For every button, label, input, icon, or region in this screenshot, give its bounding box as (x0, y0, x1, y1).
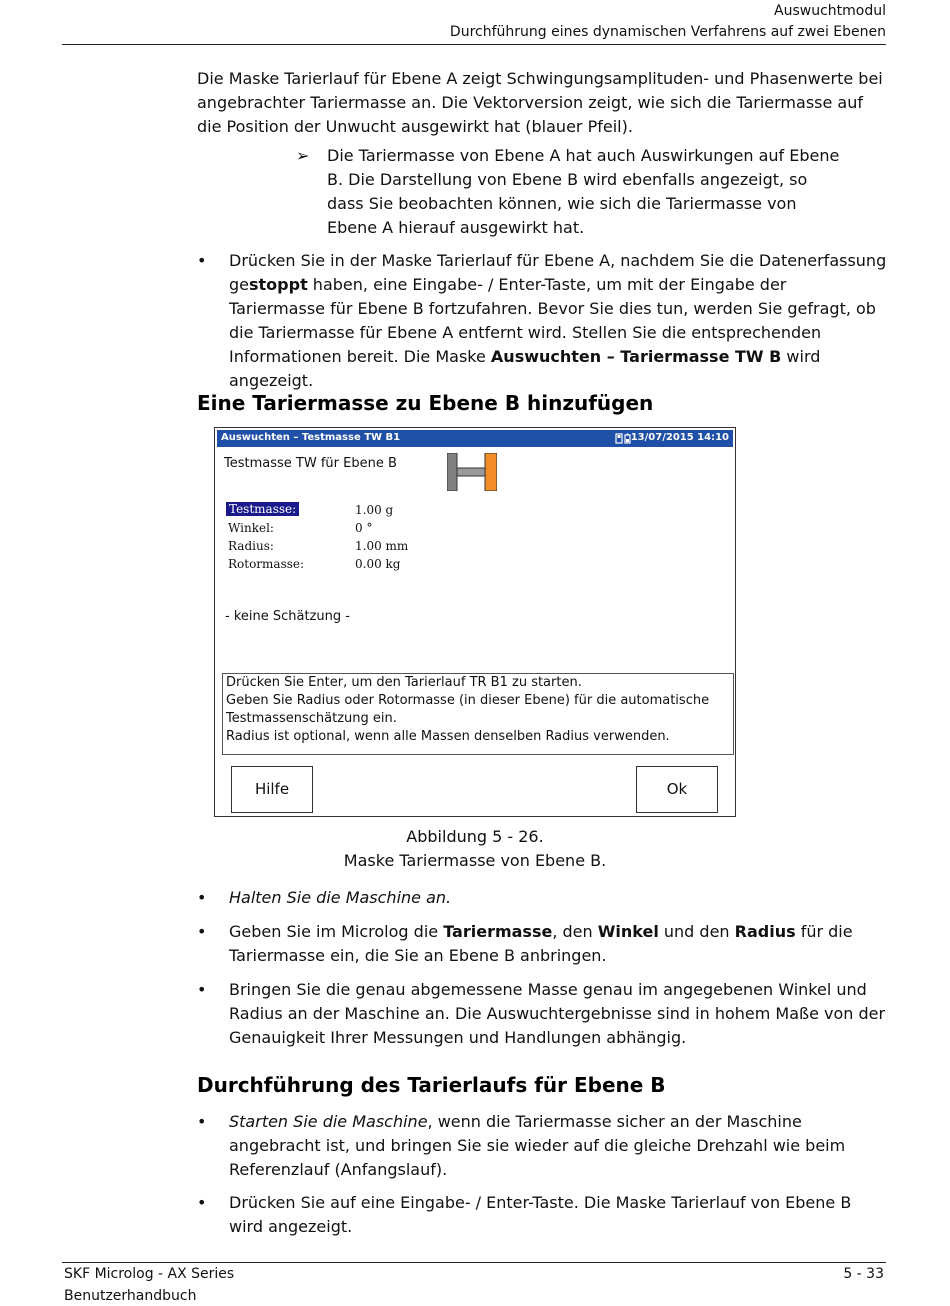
text-run: , den (552, 922, 598, 941)
arrow-bullet-icon: ➢ (296, 146, 310, 165)
bullet-icon: • (197, 1193, 207, 1212)
header-section-title: Durchführung eines dynamischen Verfahrens auf zwei Ebenen (449, 24, 886, 40)
field-label-winkel: Winkel: (228, 521, 274, 535)
device-screen-figure (214, 427, 736, 817)
screen-title: Auswuchten – Testmasse TW B1 (221, 432, 401, 443)
italic-run: Starten Sie die Maschine (229, 1112, 428, 1131)
message-line: Drücken Sie Enter, um den Tarierlauf TR B1 zu starten. (226, 675, 582, 690)
footer-product: SKF Microlog - AX Series (64, 1266, 235, 1282)
field-label-radius: Radius: (228, 539, 274, 553)
field-value-testmasse[interactable]: 1.00 g (355, 503, 394, 517)
list-item-text (229, 920, 887, 968)
list-item-text (229, 1110, 887, 1182)
section-heading: Durchführung des Tarierlaufs für Ebene B (197, 1073, 666, 1097)
arrow-note-text: Die Tariermasse von Ebene A hat auch Auswirkungen auf Ebene B. Die Darstellung von Ebene B wird ebenfalls angezeigt, so dass Sie beobachten können, wie sich die Tariermasse von Ebene A hierauf ausgewirkt hat. (327, 146, 840, 237)
help-button[interactable]: Hilfe (231, 766, 313, 813)
footer-rule (62, 1262, 886, 1263)
bold-run: Auswuchten – Tariermasse TW B (490, 347, 782, 366)
field-label-testmasse[interactable] (226, 502, 299, 516)
screen-titlebar (217, 430, 733, 447)
ok-button[interactable]: Ok (636, 766, 718, 813)
header-module-title: Auswuchtmodul (774, 3, 886, 19)
figure-caption-number: Abbildung 5 - 26. (406, 827, 544, 846)
instruction-message-box (222, 673, 734, 755)
list-item-text (229, 249, 887, 393)
page-number: 5 - 33 (843, 1266, 884, 1282)
header-rule (62, 44, 886, 45)
text-run: , wenn die Tariermasse sicher an der Maschine angebracht ist, und bringen Sie sie wieder auf die gleiche Drehzahl wie beim Referenzlauf (Anfangslauf). (229, 1112, 846, 1179)
message-line: Geben Sie Radius oder Rotormasse (in dieser Ebene) für die automatische (226, 693, 710, 708)
text-run: wird angezeigt. (229, 347, 821, 390)
list-item-text (229, 886, 887, 910)
list-item-text: Bringen Sie die genau abgemessene Masse genau im angegebenen Winkel und Radius an der Maschine an. Die Auswuchtergebnisse sind in hohem Maße von der Genauigkeit Ihrer Messungen und Handlungen abhängig. (229, 980, 886, 1047)
text-run: Drücken Sie in der Maske Tarierlauf für Ebene A, nachdem Sie die Datenerfassung ge (229, 251, 887, 294)
section-heading: Eine Tariermasse zu Ebene B hinzufügen (197, 391, 654, 415)
intro-paragraph: Die Maske Tarierlauf für Ebene A zeigt Schwingungsamplituden- und Phasenwerte bei angebrachter Tariermasse an. Die Vektorversion zeigt, wie sich die Tariermasse auf die Position der Unwucht ausgewirkt hat (blauer Pfeil). (197, 69, 883, 136)
field-value-winkel[interactable]: 0 ° (355, 521, 373, 535)
field-label-rotormasse: Rotormasse: (228, 557, 305, 571)
bold-run: Winkel (597, 922, 659, 941)
footer-manual: Benutzerhandbuch (64, 1288, 197, 1304)
text-run: und den (658, 922, 735, 941)
bold-run: Tariermasse (443, 922, 553, 941)
bullet-icon: • (197, 980, 207, 999)
text-run: haben, eine Eingabe- / Enter-Taste, um mit der Eingabe der Tariermasse für Ebene B fortzufahren. Bevor Sie dies tun, werden Sie gefragt, ob die Tariermasse für Ebene A entfernt wird. Stellen Sie die entsprechenden Informationen bereit. Die Maske (229, 275, 876, 366)
screen-heading: Testmasse TW für Ebene B (224, 456, 397, 471)
figure-caption-title: Maske Tariermasse von Ebene B. (343, 851, 607, 870)
text-run: Geben Sie im Microlog die (229, 922, 444, 941)
selected-field-label: Testmasse: (226, 502, 299, 516)
bullet-icon: • (197, 251, 207, 270)
field-value-radius[interactable]: 1.00 mm (355, 539, 409, 553)
bold-run: Radius (734, 922, 796, 941)
estimate-status: - keine Schätzung - (225, 609, 350, 624)
message-line: Radius ist optional, wenn alle Massen denselben Radius verwenden. (226, 729, 670, 744)
text-run: für die Tariermasse ein, die Sie an Ebene B anbringen. (229, 922, 853, 965)
rotor-plane-icon (447, 453, 497, 491)
bullet-icon: • (197, 922, 207, 941)
screen-datetime: 13/07/2015 14:10 (630, 432, 729, 443)
field-value-rotormasse[interactable]: 0.00 kg (355, 557, 401, 571)
list-item-text: Drücken Sie auf eine Eingabe- / Enter-Taste. Die Maske Tarierlauf von Ebene B wird angezeigt. (229, 1193, 852, 1236)
bold-run: stoppt (249, 275, 308, 294)
bullet-icon: • (197, 888, 207, 907)
italic-run: Halten Sie die Maschine an. (229, 888, 452, 907)
bullet-icon: • (197, 1112, 207, 1131)
message-line: Testmassenschätzung ein. (226, 711, 397, 726)
